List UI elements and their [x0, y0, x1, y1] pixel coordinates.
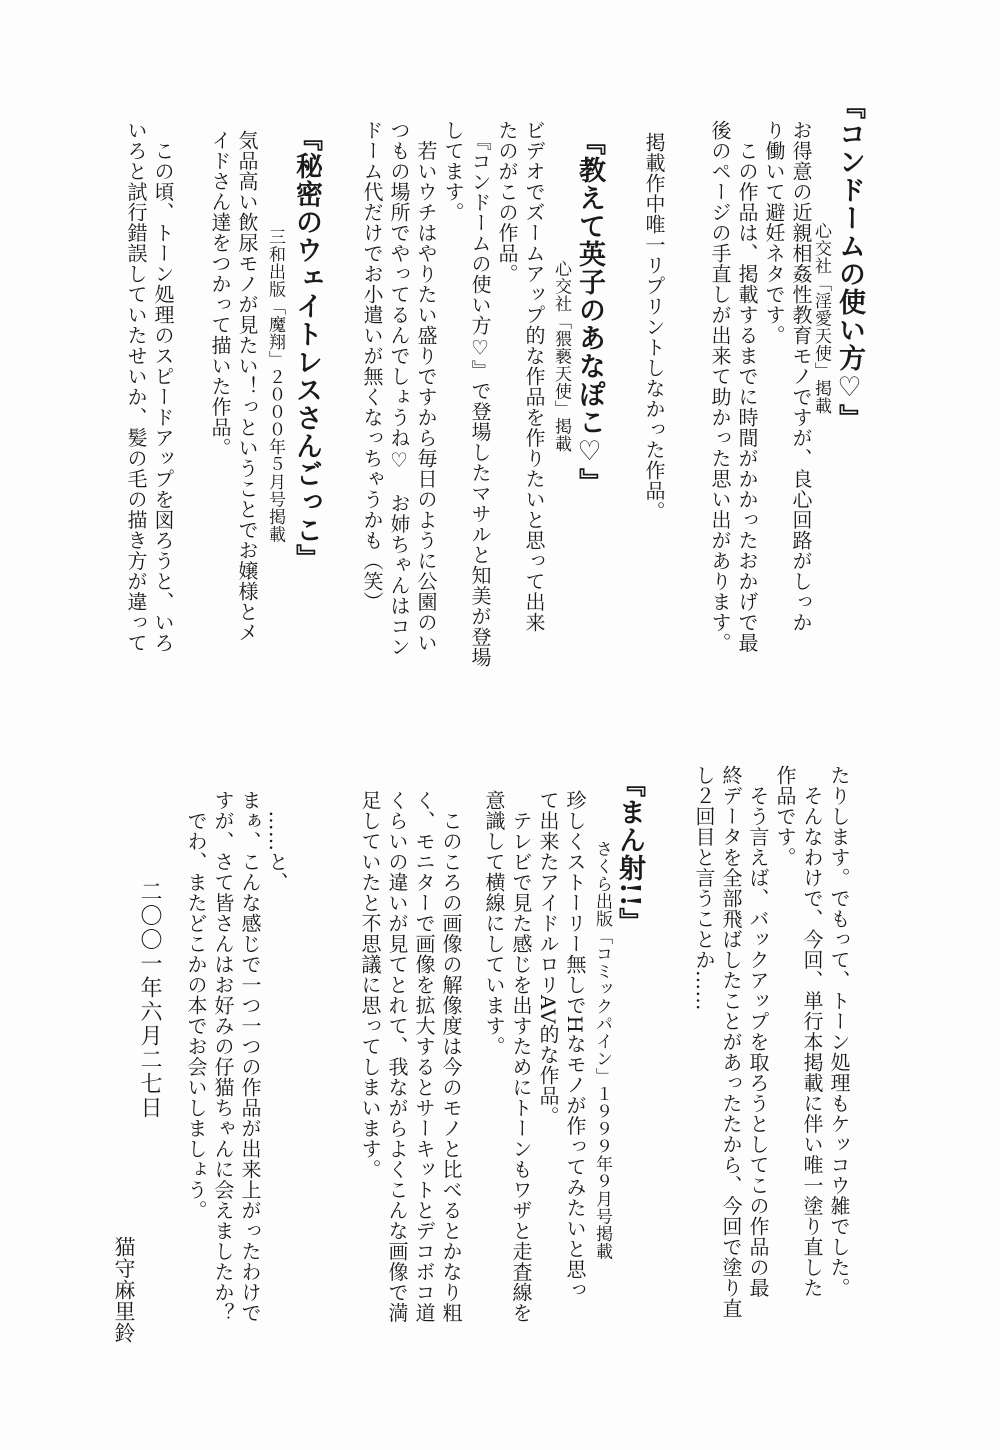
sec3-publisher: 三和出版「魔翔」２０００年５月号掲載 — [265, 228, 285, 543]
date: 二〇〇一年六月二七日 — [137, 880, 162, 1120]
sec1-body: お得意の近親相姦性教育モノですが、良心回路がしっか り働いて避妊ネタです。 この作品は、掲載するまでに時間がかかったおかげで最 後のページの手直しが出来て助かった思い出があります。 — [708, 120, 813, 653]
sec4-body: この頃、トーン処理のスピードアップを図ろうと、いろ いろと試行錯誤していたせいか、髪の毛の描き方が違って — [124, 120, 175, 653]
sec5-publisher: さくら出版「コミックパイン」１９９９年９月号掲載 — [592, 840, 612, 1260]
sec5-body: 珍しくストーリー無しでHなモノが作ってみたいと思っ て出来たアイドルロリAV的な作品。 テレビで見た感じを出すためにトーンもワザと走査線を 意識して横線にしています。 — [482, 790, 587, 1323]
sec2-publisher: 心交社「猥褻天使」掲載 — [551, 260, 571, 453]
sec2-title: 『教えて英子のあなぽこ♡』 — [574, 128, 605, 496]
resolution-paragraph: このころの画像の解像度は今のモノと比べるとかなり粗 く、モニターで画像を拡大するとサーキットとデコボコ道 くらいの違いが見てとれて、我ながらよくこんな画像で満 足していたと不思議に思ってしまいます。 — [358, 790, 463, 1323]
sec3-body: 気品高い飲尿モノが見たい！っということでお嬢様とメ イドさん達をつかって描いた作品。 — [208, 130, 259, 643]
sec3-title: 『秘密のウェイトレスさんごっこ』 — [291, 124, 322, 572]
sec2-body: ビデオでズームアップ的な作品を作りたいと思って出来 たのがこの作品。 『コンドームの使い方♡』で登場したマサルと知美が登場 してます。 若いウチはやりたい盛りですから毎日のように公園のい つもの場所でやってるんでしょうね♡ お姉ちゃんはコン ドーム代だけでお小遣いが無くなっちゃうかも（笑） — [360, 120, 546, 668]
sec1-publisher: 心交社「淫愛天使」掲載 — [811, 222, 831, 415]
sec1-title: 『コンドームの使い方♡』 — [834, 92, 865, 432]
sec5-title: 『まん射!!』 — [614, 770, 645, 936]
continued-paragraph: たりします。でもって、トーン処理もケッコウ雑でした。 そんなわけで、今回、単行本掲載に伴い唯一塗り直した 作品です。 そう言えば、バックアップを取ろうとしてこの作品の最 終データを全部飛ばしたことがあったたから、今回で塗り直 し２回目と言うことか…… — [692, 765, 851, 1319]
closing-paragraph: ……と、 まぁ、こんな感じで一つ一つの作品が出来上がったわけで すが、さて皆さんはお好みの仔猫ちゃんに会えましたか？ でわ、またどこかの本でお会いしましょう。 — [184, 790, 289, 1323]
author-name: 猫守麻里鈴 — [112, 1236, 136, 1344]
reprint-note: 掲載作中唯一リプリントしなかった作品。 — [642, 132, 666, 522]
